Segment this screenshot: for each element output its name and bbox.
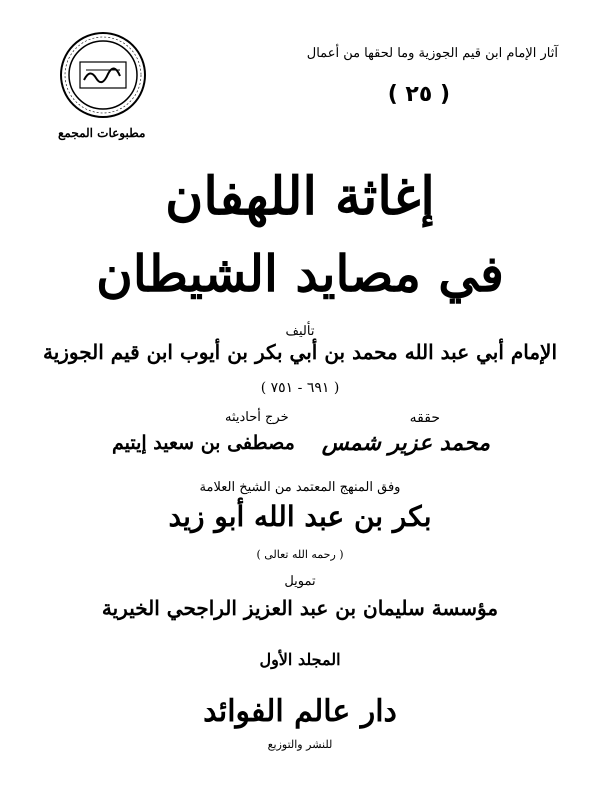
publisher-name: دار عالم الفوائد — [203, 694, 397, 729]
series-volume-number: ( ٢٥ ) — [387, 82, 450, 107]
funding-label: تمويل — [284, 574, 316, 589]
author-name: الإمام أبي عبد الله محمد بن أبي بكر بن أيوب ابن قيم الجوزية — [42, 340, 558, 364]
methodology-note: وفق المنهج المعتمد من الشيخ العلامة — [199, 480, 401, 495]
author-years: ( ٦٩١ - ٧٥١ ) — [260, 380, 340, 396]
publications-label: مطبوعات المجمع — [58, 126, 146, 140]
book-subtitle: في مصايد الشيطان — [96, 244, 504, 303]
supervisor-name: بكر بن عبد الله أبو زيد — [168, 500, 432, 533]
series-title: آثار الإمام ابن قيم الجوزية وما لحقها من أعمال — [306, 46, 558, 61]
funding-foundation: مؤسسة سليمان بن عبد العزيز الراجحي الخيرية — [101, 596, 499, 620]
book-title: إغاثة اللهفان — [165, 166, 435, 227]
editor-name: محمد عزير شمس — [321, 430, 490, 456]
publisher-subtitle: للنشر والتوزيع — [267, 738, 333, 751]
hadith-verifier-name: مصطفى بن سعيد إيتيم — [112, 432, 295, 454]
volume-label: المجلد الأول — [259, 650, 341, 669]
supervisor-prayer: ( رحمه الله تعالى ) — [256, 548, 344, 561]
hadith-verifier-label: خرج أحاديثه — [225, 410, 289, 425]
editor-label: حققه — [409, 410, 440, 426]
academy-seal-icon — [58, 30, 148, 120]
authorship-label: تأليف — [285, 324, 315, 339]
